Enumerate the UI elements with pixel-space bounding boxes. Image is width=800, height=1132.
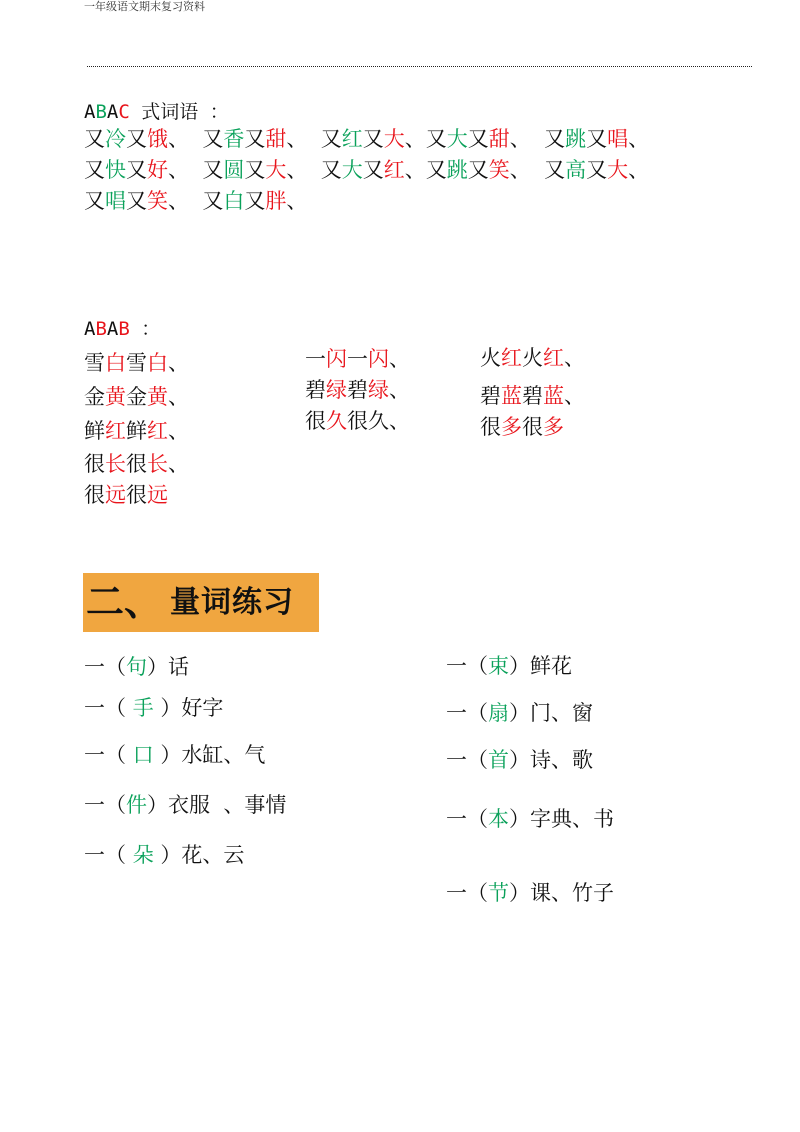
text-run: 很: [126, 483, 147, 507]
text-run: 又: [425, 127, 447, 151]
measure-word-answer: 本: [488, 807, 509, 831]
red-character: 多: [501, 415, 522, 439]
abab-col3-item: [480, 412, 564, 442]
red-character: 长: [105, 452, 126, 476]
red-character: 长: [147, 452, 168, 476]
red-character: 饿: [147, 127, 168, 151]
red-character: 蓝: [501, 384, 522, 408]
text-run: 鲜: [126, 419, 147, 443]
text-run: 又: [84, 127, 105, 151]
abac-line-1: [84, 124, 649, 154]
measure-word-noun: ）好字: [153, 696, 224, 720]
text-run: 又: [84, 189, 105, 213]
measure-word-answer: 件: [126, 793, 147, 817]
text-run: 、: [564, 346, 585, 370]
text-run: 很: [126, 452, 147, 476]
measure-word-answer: 束: [488, 654, 509, 678]
red-character: C: [118, 101, 130, 123]
measure-word-prefix: 一（: [84, 743, 133, 767]
red-character: 远: [147, 483, 168, 507]
section-2-number: 二、: [86, 580, 163, 624]
text-run: 、: [286, 158, 321, 182]
text-run: 、: [564, 384, 585, 408]
measure-word-row: [446, 745, 593, 775]
text-run: 金: [84, 385, 105, 409]
text-run: 又: [126, 127, 147, 151]
text-run: 很久、: [347, 409, 410, 433]
red-character: 红: [383, 158, 405, 182]
measure-word-prefix: 一（: [84, 843, 133, 867]
measure-word-noun: ）话: [147, 655, 189, 679]
measure-word-answer: 节: [488, 881, 509, 905]
text-run: 很: [522, 415, 543, 439]
text-run: 一: [347, 347, 368, 371]
red-character: 甜: [265, 127, 287, 151]
red-character: 白: [105, 351, 126, 375]
text-run: A: [84, 101, 96, 123]
text-run: 、: [389, 347, 410, 371]
red-character: 绿: [368, 378, 389, 402]
text-run: 很: [480, 415, 501, 439]
measure-word-prefix: 一（: [446, 807, 488, 831]
text-run: 碧: [305, 378, 326, 402]
measure-word-answer: 口: [132, 743, 154, 767]
text-run: 雪: [126, 351, 147, 375]
text-run: 又: [202, 127, 224, 151]
text-run: 一: [305, 347, 326, 371]
text-run: 金: [126, 385, 147, 409]
measure-word-answer: 首: [488, 748, 509, 772]
abab-col2-item: [305, 406, 410, 436]
measure-word-answer: 手: [132, 696, 154, 720]
red-character: 胖: [265, 189, 287, 213]
red-character: 闪: [326, 347, 347, 371]
red-character: 闪: [368, 347, 389, 371]
header-divider: [87, 66, 752, 67]
measure-word-prefix: 一（: [446, 654, 488, 678]
text-run: 又: [84, 158, 105, 182]
abab-col3-item: [480, 343, 585, 373]
text-run: 、: [168, 189, 203, 213]
measure-word-row: [446, 878, 614, 908]
green-character: 快: [105, 158, 126, 182]
abab-col1-item: [84, 416, 189, 446]
text-run: 、: [404, 127, 426, 151]
page-header-title: 一年级语文期末复习资料: [84, 0, 205, 13]
text-run: 、: [168, 385, 189, 409]
red-character: 红: [147, 419, 168, 443]
green-character: B: [95, 101, 107, 123]
text-run: 火: [522, 346, 543, 370]
text-run: 、: [168, 158, 203, 182]
red-character: 笑: [488, 158, 510, 182]
text-run: 、: [509, 158, 545, 182]
text-run: 又: [586, 127, 608, 151]
green-character: 高: [565, 158, 587, 182]
red-character: 唱: [607, 127, 629, 151]
section-2-title: 量词练习: [170, 585, 294, 620]
measure-word-noun: ）字典、书: [509, 807, 614, 831]
measure-word-noun: ）课、竹子: [509, 881, 614, 905]
measure-word-row: [84, 693, 223, 723]
text-run: 、: [404, 158, 426, 182]
text-run: 雪: [84, 351, 105, 375]
abab-col1-item: [84, 382, 189, 412]
red-character: 大: [607, 158, 629, 182]
red-character: 久: [326, 409, 347, 433]
text-run: 很: [84, 483, 105, 507]
red-character: 黄: [147, 385, 168, 409]
measure-word-noun: ）鲜花: [509, 654, 572, 678]
text-run: 鲜: [84, 419, 105, 443]
text-run: 又: [586, 158, 608, 182]
red-character: 黄: [105, 385, 126, 409]
text-run: 又: [467, 158, 489, 182]
green-character: 圆: [223, 158, 245, 182]
text-run: 、: [168, 351, 189, 375]
red-character: 笑: [147, 189, 168, 213]
measure-word-noun: ）门、窗: [509, 701, 593, 725]
measure-word-row: [84, 840, 244, 870]
text-run: 又: [244, 158, 266, 182]
red-character: 大: [265, 158, 287, 182]
text-run: 、: [168, 419, 189, 443]
red-character: 蓝: [543, 384, 564, 408]
measure-word-prefix: 一（: [446, 701, 488, 725]
measure-word-noun: ）花、云: [153, 843, 245, 867]
abac-label: [84, 97, 229, 124]
measure-word-answer: 朵: [132, 843, 154, 867]
text-run: 很: [84, 452, 105, 476]
green-character: 香: [223, 127, 245, 151]
text-run: 又: [244, 127, 266, 151]
text-run: 又: [467, 127, 489, 151]
text-run: 又: [544, 127, 566, 151]
text-run: 又: [126, 158, 147, 182]
abab-col1-item: [84, 348, 189, 378]
measure-word-row: [446, 651, 572, 681]
text-run: 、: [389, 378, 410, 402]
measure-word-prefix: 一（: [446, 748, 488, 772]
text-run: 又: [244, 189, 266, 213]
red-character: 好: [147, 158, 168, 182]
abab-col2-item: [305, 344, 410, 374]
text-run: 又: [202, 158, 224, 182]
measure-word-row: [446, 804, 614, 834]
text-run: 、: [628, 127, 650, 151]
text-run: A: [106, 318, 119, 340]
text-run: 又: [126, 189, 147, 213]
green-character: 跳: [565, 127, 587, 151]
measure-word-prefix: 一（: [84, 793, 126, 817]
green-character: 红: [341, 127, 363, 151]
red-character: 红: [543, 346, 564, 370]
text-run: 碧: [347, 378, 368, 402]
green-character: 白: [223, 189, 245, 213]
text-run: 又: [202, 189, 224, 213]
abac-line-3: [84, 186, 307, 216]
text-run: 火: [480, 346, 501, 370]
red-character: 远: [105, 483, 126, 507]
green-character: 跳: [446, 158, 468, 182]
measure-word-row: [84, 652, 189, 682]
green-character: 唱: [105, 189, 126, 213]
text-run: 又: [362, 158, 384, 182]
measure-word-noun: ）诗、歌: [509, 748, 593, 772]
red-character: B: [95, 318, 107, 340]
red-character: 白: [147, 351, 168, 375]
abac-line-2: [84, 155, 649, 185]
text-run: 式词语 ：: [129, 101, 229, 123]
abab-col3-item: [480, 381, 585, 411]
text-run: 、: [509, 127, 545, 151]
text-run: ：: [129, 318, 161, 340]
abab-col1-item: [84, 480, 168, 510]
measure-word-row: [446, 698, 593, 728]
text-run: 、: [286, 189, 308, 213]
red-character: 红: [501, 346, 522, 370]
text-run: 碧: [480, 384, 501, 408]
text-run: A: [84, 318, 96, 340]
red-character: 红: [105, 419, 126, 443]
section-2-banner: [83, 573, 319, 632]
text-run: A: [106, 101, 119, 123]
measure-word-row: [84, 790, 286, 820]
red-character: 大: [383, 127, 405, 151]
measure-word-prefix: 一（: [84, 655, 126, 679]
red-character: B: [118, 318, 130, 340]
red-character: 甜: [488, 127, 510, 151]
red-character: 多: [543, 415, 564, 439]
text-run: 又: [544, 158, 566, 182]
measure-word-noun: ）衣服 、事情: [147, 793, 287, 817]
red-character: 绿: [326, 378, 347, 402]
measure-word-answer: 句: [126, 655, 147, 679]
text-run: 、: [286, 127, 321, 151]
abab-col1-item: [84, 449, 189, 479]
text-run: 又: [425, 158, 447, 182]
green-character: 大: [341, 158, 363, 182]
text-run: 又: [320, 127, 342, 151]
measure-word-answer: 扇: [488, 701, 509, 725]
text-run: 、: [168, 127, 203, 151]
text-run: 、: [168, 452, 189, 476]
text-run: 又: [320, 158, 342, 182]
text-run: 很: [305, 409, 326, 433]
measure-word-prefix: 一（: [84, 696, 133, 720]
measure-word-noun: ）水缸、气: [153, 743, 266, 767]
abab-label: [84, 314, 160, 341]
measure-word-prefix: 一（: [446, 881, 488, 905]
text-run: 、: [628, 158, 650, 182]
text-run: 又: [362, 127, 384, 151]
abab-col2-item: [305, 375, 410, 405]
measure-word-row: [84, 740, 265, 770]
text-run: 碧: [522, 384, 543, 408]
green-character: 冷: [105, 127, 126, 151]
green-character: 大: [446, 127, 468, 151]
